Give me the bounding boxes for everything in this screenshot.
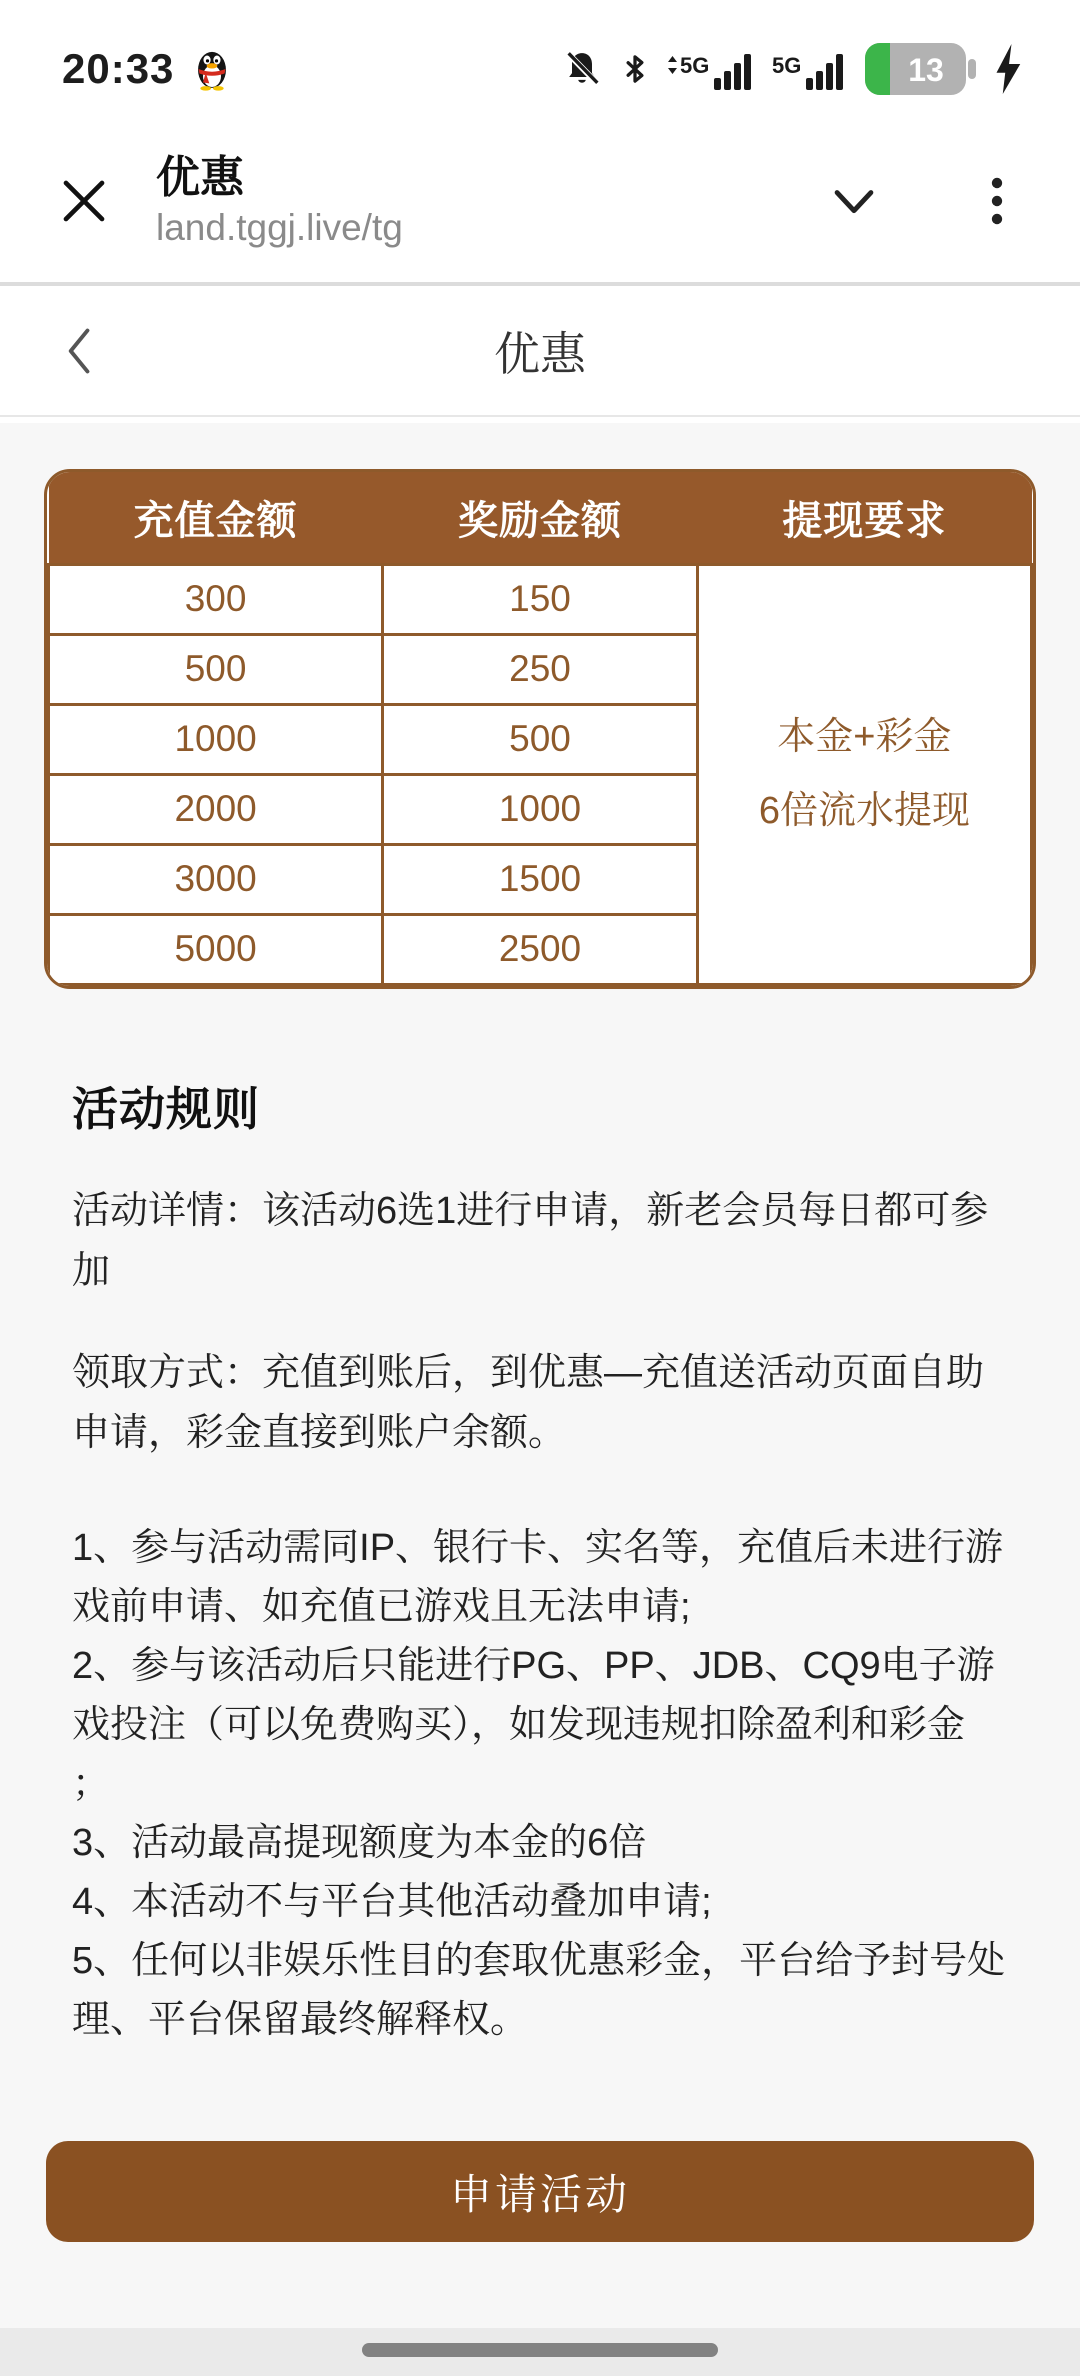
battery-icon [864,42,976,96]
browser-title-block [156,153,403,248]
column-header-reward: 奖励金额 [383,472,698,564]
withdrawal-requirement-line1: 本金+彩金 [777,715,952,758]
promo-table-container [44,469,1036,989]
deposit-value: 500 [49,634,383,704]
rules-list [72,1519,1008,2050]
gesture-handle[interactable] [362,2343,718,2357]
browser-chrome [0,120,1080,286]
three-dot-menu-icon [973,171,1021,231]
charging-bolt-icon [994,44,1024,94]
status-bar [0,0,1080,120]
collapse-button[interactable] [814,161,894,241]
apply-activity-button[interactable]: 申请活动 [46,2141,1034,2242]
page-title: 优惠 [494,327,586,380]
reward-value: 1500 [383,844,698,914]
promo-table [47,472,1033,986]
system-navigation-bar [0,2328,1080,2376]
rules-item: 5、任何以非娱乐性目的套取优惠彩金，平台给予封号处理、平台保留最终解释权。 [72,1939,1006,2041]
deposit-value: 3000 [49,844,383,914]
deposit-value: 300 [49,564,383,634]
page-content [0,423,1080,2376]
rules-heading: 活动规则 [72,1082,260,1135]
deposit-value: 5000 [49,914,383,984]
reward-value: 250 [383,634,698,704]
back-button[interactable] [40,286,120,415]
browser-url: land.tggj.live/tg [156,206,403,248]
column-header-withdrawal: 提现要求 [697,472,1031,564]
rules-section [0,1073,1080,2050]
reward-value: 150 [383,564,698,634]
deposit-value: 2000 [49,774,383,844]
bluetooth-icon [620,49,650,89]
reward-value: 500 [383,704,698,774]
rules-item: 4、本活动不与平台其他活动叠加申请; [72,1880,712,1923]
rules-claim-paragraph: 领取方式：充值到账后，到优惠—充值送活动页面自助申请，彩金直接到账户余额。 [72,1351,985,1454]
clock: 20:33 [62,45,175,92]
notifications-muted-icon [562,49,602,89]
battery-percent-text: 13 [908,52,944,88]
reward-value: 1000 [383,774,698,844]
5g-signal-arrows-icon [668,46,754,92]
table-row [49,564,1032,634]
page-header [0,286,1080,417]
back-chevron-icon [60,325,100,377]
svg-text:5G: 5G [680,53,710,78]
withdrawal-requirement-line2: 6倍流水提现 [758,790,970,832]
svg-text:5G: 5G [772,53,802,78]
withdrawal-requirement-cell [697,564,1031,984]
table-header-row [49,472,1032,564]
browser-page-title: 优惠 [156,153,244,203]
close-icon [57,174,111,228]
column-header-deposit: 充值金额 [49,472,383,564]
status-left [62,45,230,93]
overflow-menu-button[interactable] [962,161,1032,241]
qq-penguin-icon [194,47,230,91]
rules-item: 3、活动最高提现额度为本金的6倍 [72,1821,647,1864]
5g-signal-icon [772,46,846,92]
status-right [562,42,1024,96]
deposit-value: 1000 [49,704,383,774]
rules-item: 2、参与该活动后只能进行PG、PP、JDB、CQ9电子游戏投注（可以免费购买），如发现违规扣除盈利和彩金 ； [72,1644,995,1805]
reward-value: 2500 [383,914,698,984]
rules-detail-paragraph: 活动详情：该活动6选1进行申请，新老会员每日都可参加 [72,1189,989,1292]
close-button[interactable] [48,165,120,237]
rules-item: 1、参与活动需同IP、银行卡、实名等，充值后未进行游戏前申请、如充值已游戏且无法申请; [72,1526,1004,1628]
chevron-down-icon [825,172,883,230]
